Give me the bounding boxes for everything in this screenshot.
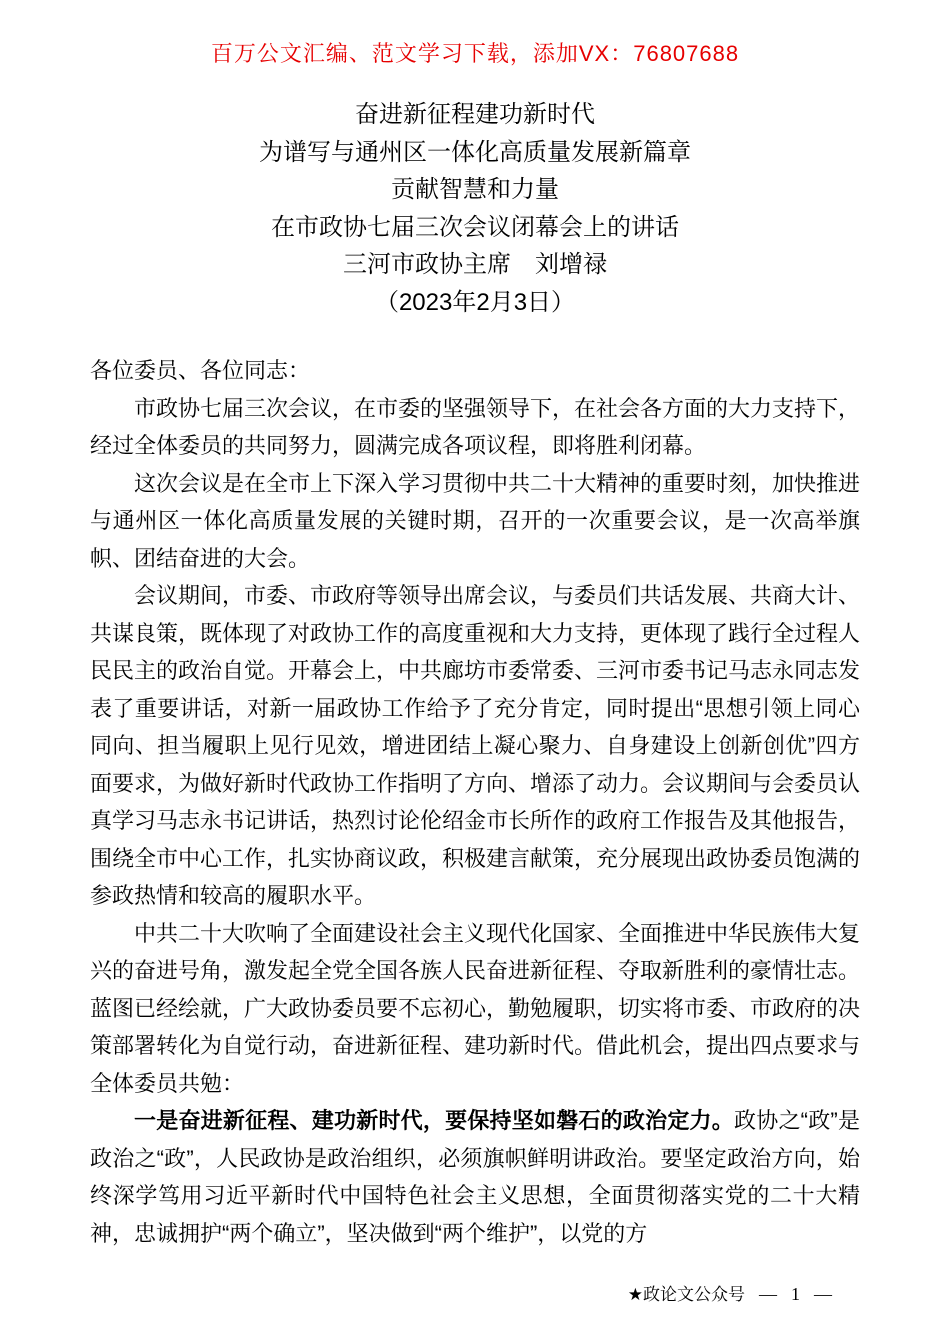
footer-source-label: ★政论文公众号 xyxy=(627,1285,745,1304)
paragraph xyxy=(90,1102,860,1252)
text-run: 会议期间，市委、市政府等领导出席会议，与委员们共话发展、共商大计、共谋良策，既体现了对政协工作的高度重视和大力支持，更体现了践行全过程人民民主的政治自觉。开幕会上，中共廊坊市委常委、三河市委书记马志永同志发表了重要讲话，对新一届政协工作给予了充分肯定，同时提出“思想引领上同心同向、担当履职上见行见效，增进团结上凝心聚力、自身建设上创新创优”四方面要求，为做好新时代政协工作指明了方向、增添了动力。会议期间与会委员认真学习马志永书记讲话，热烈讨论伦绍金市长所作的政府工作报告及其他报告，围绕全市中心工作，扎实协商议政，积极建言献策，充分展现出政协委员饱满的参政热情和较高的履职水平。 xyxy=(90,583,861,908)
title-line-author: 三河市政协主席 刘增禄 xyxy=(343,251,607,278)
title-line-main-1: 奋进新征程建功新时代 xyxy=(355,101,595,128)
page-footer xyxy=(628,1283,832,1306)
title-block xyxy=(0,96,950,321)
text-run: 政协之“政”是政治之“政”，人民政协是政治组织，必须旗帜鲜明讲政治。要坚定政治方向，始终深学笃用习近平新时代中国特色社会主义思想，全面贯彻落实党的二十大精神，忠诚拥护“两个确立”，坚决做到“两个维护”，以党的方 xyxy=(90,1108,860,1246)
page-number-value: 1 xyxy=(791,1284,800,1304)
page-number-group xyxy=(759,1283,832,1305)
paragraph xyxy=(90,465,860,578)
paragraph xyxy=(90,577,860,915)
text-run: 这次会议是在全市上下深入学习贯彻中共二十大精神的重要时刻，加快推进与通州区一体化高质量发展的关键时期，召开的一次重要会议，是一次高举旗帜、团结奋进的大会。 xyxy=(90,470,861,571)
title-line-subtitle: 在市政协七届三次会议闭幕会上的讲话 xyxy=(271,213,679,241)
page-number-dash-left: — xyxy=(759,1284,777,1304)
bold-text-run: 一是奋进新征程、建功新时代，要保持坚如磐石的政治定力。 xyxy=(134,1108,734,1133)
paragraph xyxy=(90,390,860,465)
title-line-date: （2023年2月3日） xyxy=(374,288,576,316)
page-number-dash-right: — xyxy=(814,1284,832,1304)
body-text xyxy=(90,352,860,1252)
text-run: 市政协七届三次会议，在市委的坚强领导下，在社会各方面的大力支持下，经过全体委员的共同努力，圆满完成各项议程，即将胜利闭幕。 xyxy=(90,395,861,458)
text-run: 各位委员、各位同志： xyxy=(90,358,311,383)
paragraph xyxy=(90,915,860,1103)
paragraph xyxy=(90,352,860,390)
text-run: 中共二十大吹响了全面建设社会主义现代化国家、全面推进中华民族伟大复兴的奋进号角，激发起全党全国各族人民奋进新征程、夺取新胜利的豪情壮志。蓝图已经绘就，广大政协委员要不忘初心，勤勉履职，切实将市委、市政府的决策部署转化为自觉行动，奋进新征程、建功新时代。借此机会，提出四点要求与全体委员共勉： xyxy=(90,920,861,1096)
title-line-main-3: 贡献智慧和力量 xyxy=(391,176,559,203)
promo-header-text: 百万公文汇编、范文学习下载，添加VX：76807688 xyxy=(210,41,740,66)
title-line-main-2: 为谱写与通州区一体化高质量发展新篇章 xyxy=(259,138,691,166)
